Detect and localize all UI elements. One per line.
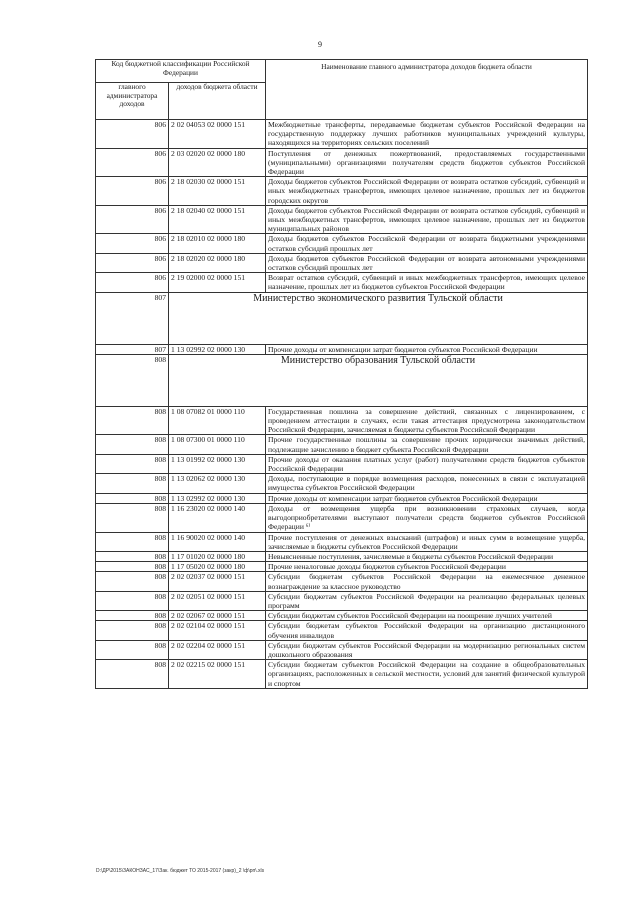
income-code-cell: 1 13 02992 02 0000 130 [169,493,266,503]
income-code-cell: 2 02 02104 02 0000 151 [169,621,266,640]
income-name-cell: Доходы от возмещения ущерба при возникновении страховых случаев, когда выгодоприобретателями выступают получатели средств бюджетов субъектов Российской Федерации ⁶⁾ [266,503,588,532]
table-row [96,454,588,473]
income-code-cell: 2 02 02051 02 0000 151 [169,591,266,610]
table-row [96,406,588,435]
table-row [96,253,588,272]
table-row [96,532,588,551]
admin-code-cell: 808 [96,406,169,435]
admin-code-cell: 808 [96,562,169,572]
administrator-name-header: Наименование главного администратора доходов бюджета области [266,60,588,120]
chief-admin-column-header: главного администратора доходов [96,83,169,120]
income-code-cell: 1 08 07300 01 0000 110 [169,435,266,454]
table-row [96,493,588,503]
ministry-row [96,292,588,344]
admin-code-cell: 806 [96,120,169,149]
admin-code-cell: 806 [96,253,169,272]
income-code-cell: 1 17 01020 02 0000 180 [169,551,266,561]
income-code-cell: 2 02 02037 02 0000 151 [169,572,266,591]
admin-code-cell: 808 [96,621,169,640]
income-code-cell: 2 19 02000 02 0000 151 [169,273,266,292]
income-code-cell: 2 18 02040 02 0000 151 [169,205,266,234]
admin-code-cell: 808 [96,503,169,532]
income-name-cell: Государственная пошлина за совершение действий, связанных с лицензированием, с проведением аттестации в случаях, если такая аттестация предусмотрена законодательством Российской Федерации, зачисляемая в бюджеты субъектов Российской Федерации [266,406,588,435]
admin-code-cell: 808 [96,591,169,610]
admin-code-cell: 806 [96,234,169,253]
table-row [96,551,588,561]
income-name-cell: Прочие поступления от денежных взысканий (штрафов) и иных сумм в возмещение ущерба, зачисляемые в бюджеты субъектов Российской Федерации [266,532,588,551]
budget-income-column-header: доходов бюджета области [169,83,266,120]
income-code-cell: 2 03 02020 02 0000 180 [169,148,266,177]
income-name-cell: Прочие доходы от компенсации затрат бюджетов субъектов Российской Федерации [266,493,588,503]
ministry-title: Министерство образования Тульской области [169,354,588,406]
income-code-cell: 2 18 02030 02 0000 151 [169,177,266,206]
income-name-cell: Субсидии бюджетам субъектов Российской Федерации на ежемесячное денежное вознаграждение за классное руководство [266,572,588,591]
table-row [96,562,588,572]
income-code-cell: 2 18 02020 02 0000 180 [169,253,266,272]
admin-code-cell: 808 [96,572,169,591]
admin-code-cell: 808 [96,354,169,406]
admin-code-cell: 808 [96,640,169,659]
admin-code-cell: 808 [96,660,169,689]
income-name-cell: Прочие доходы от компенсации затрат бюджетов субъектов Российской Федерации [266,344,588,354]
income-name-cell: Межбюджетные трансферты, передаваемые бюджетам субъектов Российской Федерации на государственную поддержку лучших работников муниципальных учреждений культуры, находящихся на территориях сельских поселений [266,120,588,149]
table-row [96,273,588,292]
table-row [96,621,588,640]
admin-code-cell: 808 [96,435,169,454]
income-code-cell: 2 02 02215 02 0000 151 [169,660,266,689]
table-row [96,205,588,234]
admin-code-cell: 806 [96,205,169,234]
admin-code-cell: 807 [96,292,169,344]
income-name-cell: Невыясненные поступления, зачисляемые в бюджеты субъектов Российской Федерации [266,551,588,561]
admin-code-cell: 808 [96,454,169,473]
budget-classification-code-header: Код бюджетной классификации Российской Федерации [96,60,266,83]
income-name-cell: Прочие государственные пошлины за совершение прочих юридически значимых действий, подлежащие зачислению в бюджет субъекта Российской Федерации [266,435,588,454]
income-code-cell: 2 18 02010 02 0000 180 [169,234,266,253]
income-code-cell: 1 17 05020 02 0000 180 [169,562,266,572]
table-row [96,640,588,659]
income-name-cell: Прочие неналоговые доходы бюджетов субъектов Российской Федерации [266,562,588,572]
table-row [96,474,588,493]
table-row [96,234,588,253]
income-admin-table [95,59,588,689]
income-name-cell: Субсидии бюджетам субъектов Российской Федерации на модернизацию региональных систем дошкольного образования [266,640,588,659]
table-row [96,503,588,532]
table-row [96,572,588,591]
income-code-cell: 2 02 02067 02 0000 151 [169,611,266,621]
income-name-cell: Доходы бюджетов субъектов Российской Федерации от возврата бюджетными учреждениями остатков субсидий прошлых лет [266,234,588,253]
table-row [96,611,588,621]
admin-code-cell: 808 [96,551,169,561]
admin-code-cell: 808 [96,611,169,621]
income-code-cell: 1 16 90020 02 0000 140 [169,532,266,551]
income-code-cell: 1 13 02062 02 0000 130 [169,474,266,493]
table-row [96,177,588,206]
table-row [96,591,588,610]
page-number: 9 [318,40,322,49]
ministry-row [96,354,588,406]
table-row [96,435,588,454]
admin-code-cell: 808 [96,493,169,503]
table-row [96,344,588,354]
file-path-footer: D:\ДР\2015\ЗАКОНЗАС_17\Зак. бюджет ТО 2015-2017 (закр)_2 \ф\рп\.xls [96,868,265,874]
income-name-cell: Доходы бюджетов субъектов Российской Федерации от возврата автономными учреждениями остатков субсидий прошлых лет [266,253,588,272]
admin-code-cell: 807 [96,344,169,354]
income-name-cell: Субсидии бюджетам субъектов Российской Федерации на организацию дистанционного обучения инвалидов [266,621,588,640]
admin-code-cell: 806 [96,148,169,177]
income-code-cell: 1 13 01992 02 0000 130 [169,454,266,473]
admin-code-cell: 806 [96,273,169,292]
income-name-cell: Субсидии бюджетам субъектов Российской Федерации на поощрение лучших учителей [266,611,588,621]
income-name-cell: Субсидии бюджетам субъектов Российской Федерации на создание в общеобразовательных организациях, расположенных в сельской местности, условий для занятий физической культурой и спортом [266,660,588,689]
income-name-cell: Прочие доходы от оказания платных услуг (работ) получателями средств бюджетов субъектов Российской Федерации [266,454,588,473]
income-name-cell: Субсидии бюджетам субъектов Российской Федерации на реализацию федеральных целевых программ [266,591,588,610]
admin-code-cell: 808 [96,474,169,493]
table-row [96,148,588,177]
table-row [96,660,588,689]
income-code-cell: 1 16 23020 02 0000 140 [169,503,266,532]
income-code-cell: 1 08 07082 01 0000 110 [169,406,266,435]
income-name-cell: Доходы бюджетов субъектов Российской Федерации от возврата остатков субсидий, субвенций и иных межбюджетных трансфертов, имеющих целевое назначение, прошлых лет из бюджетов муниципальных районов [266,205,588,234]
admin-code-cell: 806 [96,177,169,206]
admin-code-cell: 808 [96,532,169,551]
income-name-cell: Доходы бюджетов субъектов Российской Федерации от возврата остатков субсидий, субвенций и иных межбюджетных трансфертов, имеющих целевое назначение, прошлых лет из бюджетов городских округов [266,177,588,206]
income-code-cell: 2 02 02204 02 0000 151 [169,640,266,659]
income-code-cell: 1 13 02992 02 0000 130 [169,344,266,354]
income-name-cell: Доходы, поступающие в порядке возмещения расходов, понесенных в связи с эксплуатацией имущества субъектов Российской Федерации [266,474,588,493]
income-name-cell: Возврат остатков субсидий, субвенций и иных межбюджетных трансфертов, имеющих целевое назначение, прошлых лет из бюджетов субъектов Российской Федерации [266,273,588,292]
ministry-title: Министерство экономического развития Тульской области [169,292,588,344]
income-name-cell: Поступления от денежных пожертвований, предоставляемых государственными (муниципальными) организациями получателям средств бюджетов субъектов Российской Федерации [266,148,588,177]
income-code-cell: 2 02 04053 02 0000 151 [169,120,266,149]
table-row [96,120,588,149]
